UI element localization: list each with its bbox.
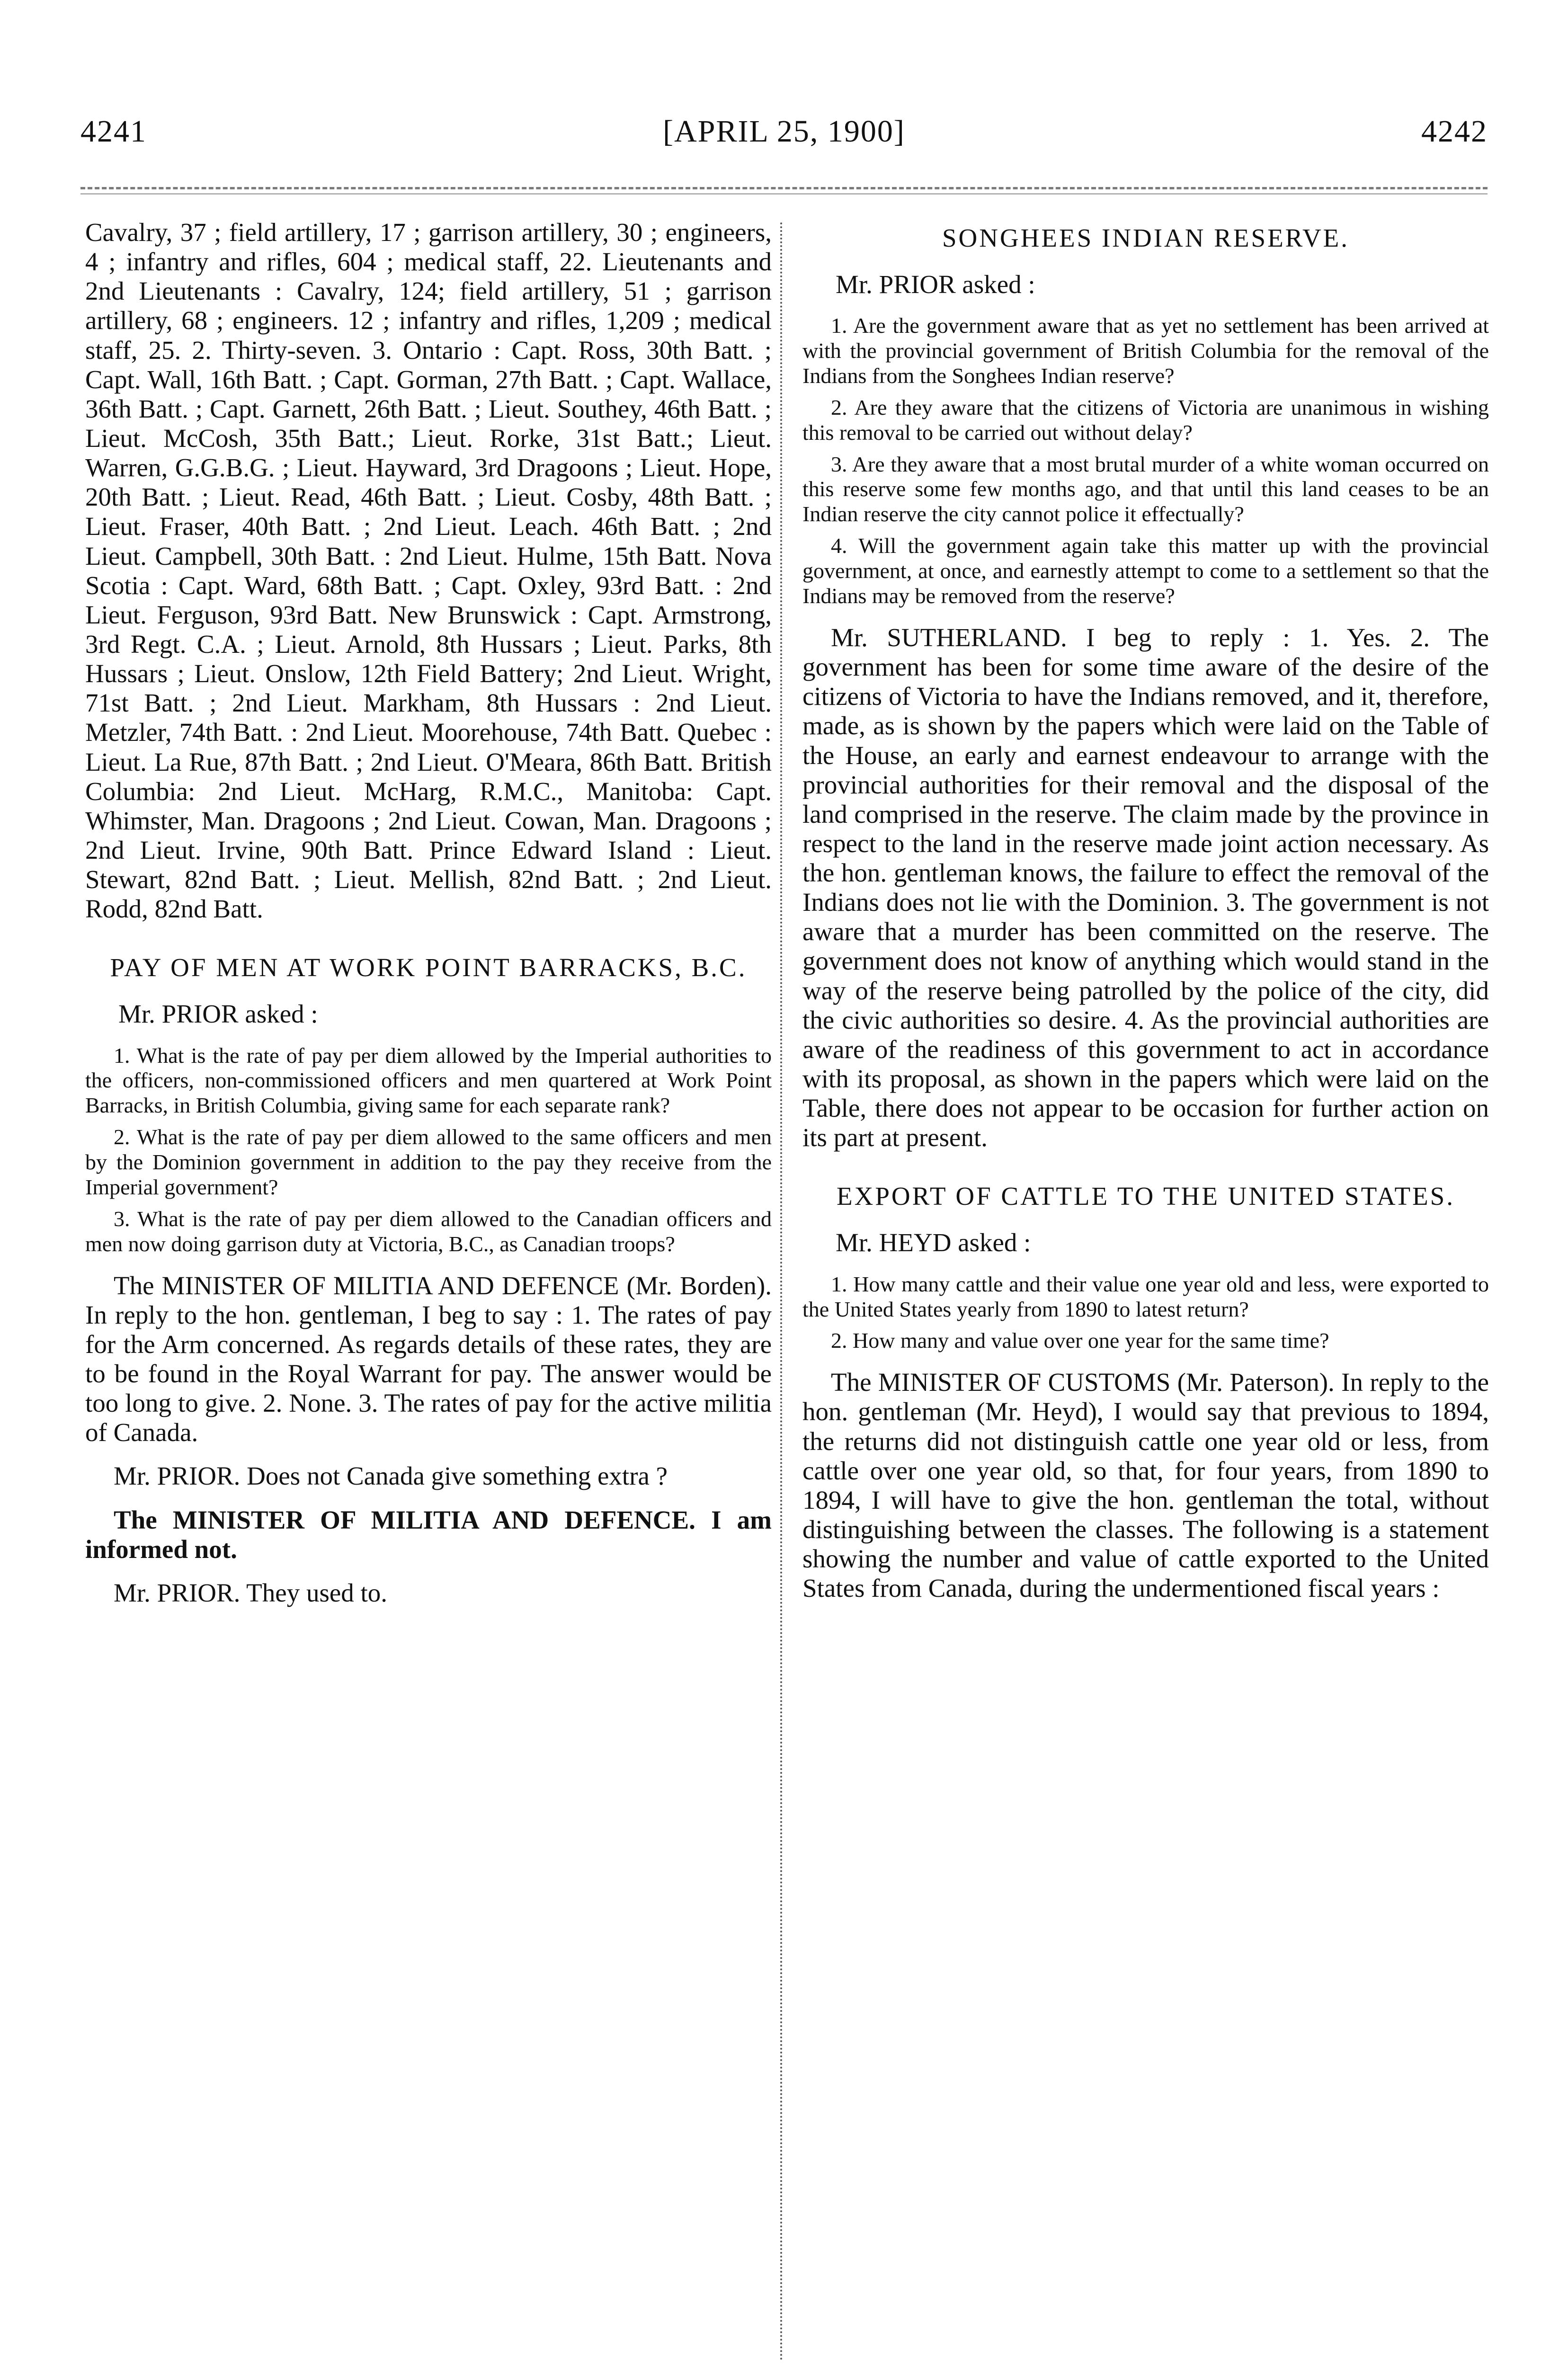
prior-follow-up: Mr. PRIOR. Does not Canada give something extra ? [114, 1461, 668, 1491]
minister-militia-reply: The MINISTER OF MILITIA AND DEFENCE (Mr. Borden). In reply to the hon. gentleman, I beg to say : 1. The rates of pay for the Arm concerned. As regards details of these rates, they are to be found in the Royal Warrant for pay. The answer would be too long to give. 2. None. 3. The rates of pay for the active militia of Canada. [85, 1271, 772, 1447]
cattle-question-2: 2. How many and value over one year for the same time? [831, 1328, 1329, 1353]
page-date: [APRIL 25, 1900] [663, 114, 905, 149]
asked-line-prior: Mr. PRIOR asked : [118, 999, 318, 1029]
minister-informed-not: The MINISTER OF MILITIA AND DEFENCE. I am informed not. [85, 1505, 772, 1564]
songhees-question-2: 2. Are they aware that the citizens of Victoria are unanimous in wishing this removal to be carried out without delay? [802, 395, 1489, 445]
page-header [80, 114, 1488, 166]
left-column [85, 218, 772, 1614]
minister-customs-reply: The MINISTER OF CUSTOMS (Mr. Paterson). In reply to the hon. gentleman (Mr. Heyd), I would say that previous to 1894, the returns did not distinguish cattle one year old or less, from cattle over one year old, so that, for four years, from 1890 to 1894, I will have to give the hon. gentleman the total, without distinguishing between the classes. The following is a statement showing the number and value of cattle exported to the United States from Canada, during the undermentioned fiscal years : [802, 1368, 1489, 1603]
section-heading-songhees: SONGHEES INDIAN RESERVE. [942, 223, 1350, 252]
section-heading-cattle-export: EXPORT OF CATTLE TO THE UNITED STATES. [837, 1182, 1455, 1211]
songhees-question-4: 4. Will the government again take this matter up with the provincial government, at once, and earnestly attempt to come to a settlement so that the Indians may be removed from the reserve? [802, 534, 1489, 608]
sutherland-reply: Mr. SUTHERLAND. I beg to reply : 1. Yes. 2. The government has been for some time aware of the desire of the citizens of Victoria to have the Indians removed, and it, therefore, made, as is shown by the papers which were laid on the Table of the House, an early and earnest endeavour to arrange with the provincial authorities for their removal and the disposal of the land comprised in the reserve. The claim made by the province in respect to the land in the reserve made joint action necessary. As the hon. gentleman knows, the failure to effect the removal of the Indians does not lie with the Dominion. 3. The government is not aware that a murder has been committed on the reserve. The government does not know of anything which would stand in the way of the reserve being patrolled by the police of the city, did the civic authorities so desire. 4. As the provincial authorities are aware of the readiness of this government to act in accordance with its proposal, as shown in the papers which were laid on the Table, there does not appear to be occasion for further action on its part at present. [802, 623, 1489, 1152]
question-2: 2. What is the rate of pay per diem allowed to the same officers and men by the Dominion government in addition to the pay they receive from the Imperial government? [85, 1125, 772, 1199]
header-rule-secondary [80, 193, 1488, 195]
question-1: 1. What is the rate of pay per diem allowed by the Imperial authorities to the officers, non-commissioned officers and men quartered at Work Point Barracks, in British Columbia, giving same for each separate rank? [85, 1043, 772, 1118]
prior-they-used-to: Mr. PRIOR. They used to. [114, 1578, 388, 1607]
section-heading-pay-work-point: PAY OF MEN AT WORK POINT BARRACKS, B.C. [110, 953, 747, 982]
header-rule [80, 187, 1488, 189]
column-divider [780, 222, 782, 2362]
page-number-right: 4242 [1421, 114, 1488, 149]
page-number-left: 4241 [80, 114, 147, 149]
right-column [802, 218, 1489, 1610]
asked-line-prior-songhees: Mr. PRIOR asked : [836, 270, 1035, 299]
songhees-question-1: 1. Are the government aware that as yet no settlement has been arrived at with the provincial government of British Columbia for the removal of the Indians from the Songhees Indian reserve? [802, 313, 1489, 388]
officer-list-paragraph: Cavalry, 37 ; field artillery, 17 ; garrison artillery, 30 ; engineers, 4 ; infantry and rifles, 604 ; medical staff, 22. Lieutenants and 2nd Lieutenants : Cavalry, 124; field artillery, 51 ; garrison artillery, 68 ; engineers. 12 ; infantry and rifles, 1,209 ; medical staff, 25. 2. Thirty-seven. 3. Ontario : Capt. Ross, 30th Batt. ; Capt. Wall, 16th Batt. ; Capt. Gorman, 27th Batt. ; Capt. Wallace, 36th Batt. ; Capt. Garnett, 26th Batt. ; Lieut. Southey, 46th Batt. ; Lieut. McCosh, 35th Batt.; Lieut. Rorke, 31st Batt.; Lieut. Warren, G.G.B.G. ; Lieut. Hayward, 3rd Dragoons ; Lieut. Hope, 20th Batt. ; Lieut. Read, 46th Batt. ; Lieut. Cosby, 48th Batt. ; Lieut. Fraser, 40th Batt. ; 2nd Lieut. Leach. 46th Batt. ; 2nd Lieut. Campbell, 30th Batt. : 2nd Lieut. Hulme, 15th Batt. Nova Scotia : Capt. Ward, 68th Batt. ; Capt. Oxley, 93rd Batt. : 2nd Lieut. Ferguson, 93rd Batt. New Brunswick : Capt. Armstrong, 3rd Regt. C.A. ; Lieut. Arnold, 8th Hussars ; Lieut. Parks, 8th Hussars ; Lieut. Onslow, 12th Field Battery; 2nd Lieut. Wright, 71st Batt. ; 2nd Lieut. Markham, 8th Hussars : 2nd Lieut. Metzler, 74th Batt. : 2nd Lieut. Moorehouse, 74th Batt. Quebec : Lieut. La Rue, 87th Batt. ; 2nd Lieut. O'Meara, 86th Batt. British Columbia: 2nd Lieut. McHarg, R.M.C., Manitoba: Capt. Whimster, Man. Dragoons ; 2nd Lieut. Cowan, Man. Dragoons ; 2nd Lieut. Irvine, 90th Batt. Prince Edward Island : Lieut. Stewart, 82nd Batt. ; Lieut. Mellish, 82nd Batt. ; 2nd Lieut. Rodd, 82nd Batt. [85, 218, 772, 924]
cattle-question-1: 1. How many cattle and their value one year old and less, were exported to the United States yearly from 1890 to latest return? [802, 1272, 1489, 1321]
songhees-question-3: 3. Are they aware that a most brutal murder of a white woman occurred on this reserve some few months ago, and that until this land ceases to be an Indian reserve the city cannot police it effectually? [802, 452, 1489, 526]
asked-line-heyd: Mr. HEYD asked : [836, 1228, 1031, 1257]
question-3: 3. What is the rate of pay per diem allowed to the Canadian officers and men now doing garrison duty at Victoria, B.C., as Canadian troops? [85, 1206, 772, 1256]
